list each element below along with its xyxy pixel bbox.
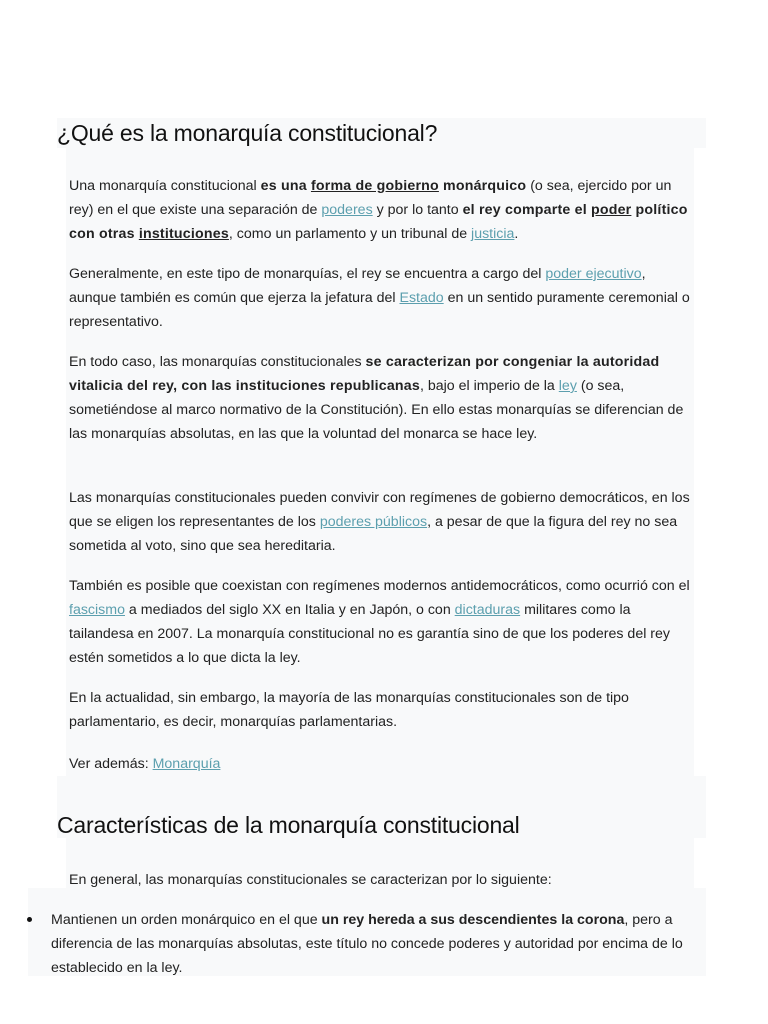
link-ley[interactable]: ley — [558, 378, 577, 394]
link-instituciones[interactable]: instituciones — [138, 226, 229, 242]
link-forma-de-gobierno[interactable]: forma de gobierno — [310, 178, 439, 194]
section-title: Características de la monarquía constitucional — [57, 812, 520, 838]
link-estado[interactable]: Estado — [399, 290, 444, 306]
paragraph-antidemocraticos: También es posible que coexistan con regímenes modernos antidemocráticos, como ocurrió con el fascismo a mediados del siglo XX en Italia y en Japón, o con dictaduras militares como la tailandesa en 2007. La monarquía constitucional no es garantía sino de que los poderes del rey estén sometidos a lo que dicta la ley. — [69, 578, 690, 666]
paragraph-ejecutivo: Generalmente, en este tipo de monarquías, el rey se encuentra a cargo del poder ejecutivo, aunque también es común que ejerza la jefatura del Estado en un sentido puramente ceremonial o representativo. — [69, 266, 690, 330]
section-intro: En general, las monarquías constitucionales se caracterizan por lo siguiente: — [69, 872, 552, 888]
link-poder-ejecutivo[interactable]: poder ejecutivo — [545, 266, 642, 282]
link-poderes[interactable]: poderes — [321, 202, 373, 218]
paragraph-democraticos: Las monarquías constitucionales pueden convivir con regímenes de gobierno democráticos, en los que se eligen los representantes de los poderes públicos, a pesar de que la figura del rey no sea sometida al voto, sino que sea hereditaria. — [69, 490, 690, 554]
paragraph-definition: Una monarquía constitucional es una forma de gobierno monárquico (o sea, ejercido por un rey) en el que existe una separación de poderes y por lo tanto el rey comparte el poder político con otras instituciones, como un parlamento y un tribunal de justicia. — [69, 178, 688, 242]
paragraph-caracterizan: En todo caso, las monarquías constitucionales se caracterizan por congeniar la autoridad vitalicia del rey, con las instituciones republicanas, bajo el imperio de la ley (o sea, sometiéndose al marco normativo de la Constitución). En ello estas monarquías se diferencian de las monarquías absolutas, en las que la voluntad del monarca se hace ley. — [69, 354, 684, 442]
paragraph-ver-ademas: Ver además: Monarquía — [69, 756, 221, 772]
page-title: ¿Qué es la monarquía constitucional? — [57, 120, 438, 146]
list-item: Mantienen un orden monárquico en el que un rey hereda a sus descendientes la corona, pero a diferencia de las monarquías absolutas, este título no concede poderes y autoridad por encima de lo establecido en la ley. — [51, 912, 683, 976]
link-fascismo[interactable]: fascismo — [69, 602, 125, 618]
link-poder[interactable]: poder — [590, 202, 632, 218]
link-poderes-publicos[interactable]: poderes públicos — [319, 514, 428, 530]
link-dictaduras[interactable]: dictaduras — [454, 602, 521, 618]
paragraph-actualidad: En la actualidad, sin embargo, la mayoría de las monarquías constitucionales son de tipo parlamentario, es decir, monarquías parlamentarias. — [69, 690, 629, 730]
link-monarquia[interactable]: Monarquía — [152, 756, 221, 772]
link-justicia[interactable]: justicia — [471, 226, 515, 242]
bullet-icon — [27, 917, 32, 922]
